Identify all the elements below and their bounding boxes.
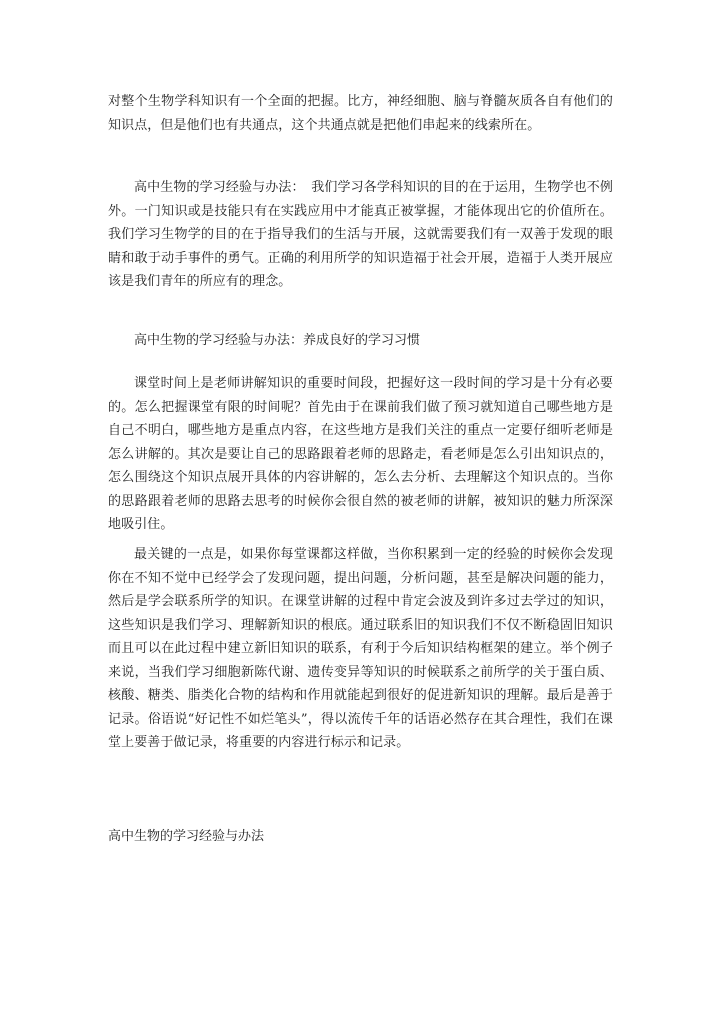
paragraph-intro: 对整个生物学科知识有一个全面的把握。比方，神经细胞、脑与脊髓灰质各自有他们的知识点，但是他们也有共通点，这个共通点就是把他们串起来的线索所在。 bbox=[108, 94, 613, 133]
paragraph-purpose: 高中生物的学习经验与办法： 我们学习各学科知识的目的在于运用，生物学也不例外。一门知识或是技能只有在实践应用中才能真正被掌握，才能体现出它的价值所在。我们学习生物学的目的在于指导我们的生活与开展，这就需要我们有一双善于发现的眼睛和敢于动手事件的勇气。正确的利用所学的知识造福于社会开展，造福于人类开展应该是我们青年的所应有的理念。 bbox=[108, 180, 613, 289]
paragraph-key-point: 最关键的一点是，如果你每堂课都这样做，当你积累到一定的经验的时候你会发现你在不知不觉中已经学会了发现问题，提出问题，分析问题，甚至是解决问题的能力，然后是学会联系所学的知识。在课堂讲解的过程中肯定会波及到许多过去学过的知识，这些知识是我们学习、理解新知识的根底。通过联系旧的知识我们不仅不断稳固旧知识而且可以在此过程中建立新旧知识的联系，有利于今后知识结构框架的建立。举个例子来说，当我们学习细胞新陈代谢、遗传变异等知识的时候联系之前所学的关于蛋白质、核酸、糖类、脂类化合物的结构和作用就能起到很好的促进新知识的理解。最后是善于记录。俗语说“好记性不如烂笔头”，得以流传千年的话语必然存在其合理性，我们在课堂上要善于做记录，将重要的内容进行标示和记录。 bbox=[108, 547, 613, 750]
section-heading-habits: 高中生物的学习经验与办法：养成良好的学习习惯 bbox=[134, 333, 421, 348]
paragraph-classroom: 课堂时间上是老师讲解知识的重要时间段，把握好这一段时间的学习是十分有必要的。怎么把握课堂有限的时间呢？首先由于在课前我们做了预习就知道自己哪些地方是自己不明白，哪些地方是重点内容，在这些地方是我们关注的重点一定要仔细听老师是怎么讲解的。其次是要让自己的思路跟着老师的思路走，看老师是怎么引出知识点的，怎么围绕这个知识点展开具体的内容讲解的，怎么去分析、去理解这个知识点的。当你的思路跟着老师的思路去思考的时候你会很自然的被老师的讲解，被知识的魅力所深深地吸引住。 bbox=[108, 376, 613, 532]
footer-title: 高中生物的学习经验与办法 bbox=[108, 829, 265, 844]
